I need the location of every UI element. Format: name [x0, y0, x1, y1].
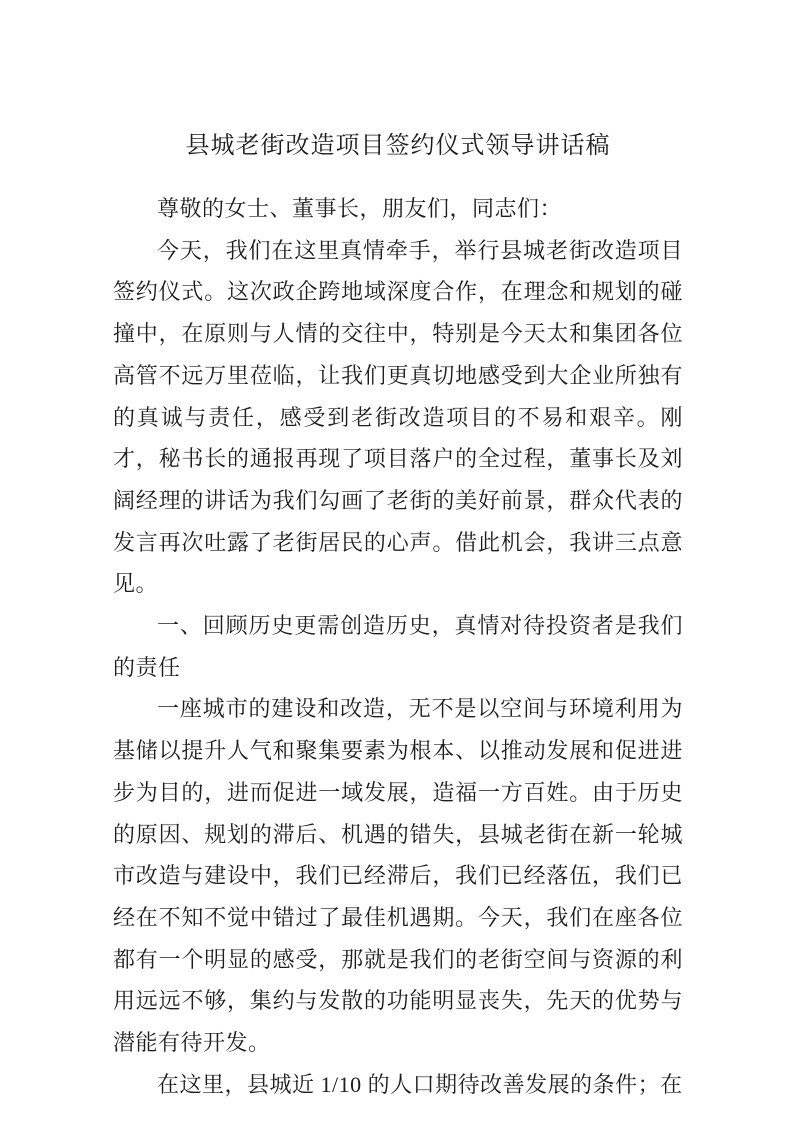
- document-body: [113, 188, 683, 1105]
- paragraph-section-1-continuation: 在这里，县城近 1/10 的人口期待改善发展的条件；在: [157, 1071, 683, 1097]
- paragraph-section-1-body: 一座城市的建设和改造，无不是以空间与环境利用为基储以提升人气和聚集要素为根本、以推动发展和促进进步为目的，进而促进一域发展，造福一方百姓。由于历史的原因、规划的滞后、机遇的错失，县城老街在新一轮城市改造与建设中，我们已经滞后，我们已经落伍，我们已经在不知不觉中错过了最佳机遇期。今天，我们在座各位都有一个明显的感受，那就是我们的老街空间与资源的利用远远不够，集约与发散的功能明显丧失，先天的优势与潜能有待开发。: [113, 696, 683, 1056]
- paragraph-section-heading-1: 一、回顾历史更需创造历史，真情对待投资者是我们的责任: [113, 613, 683, 680]
- paragraph-opening: 今天，我们在这里真情牵手，举行县城老街改造项目签约仪式。这次政企跨地域深度合作，在理念和规划的碰撞中，在原则与人情的交往中，特别是今天太和集团各位高管不远万里莅临，让我们更真切地感受到大企业所独有的真诚与责任，感受到老街改造项目的不易和艰辛。刚才，秘书长的通报再现了项目落户的全过程，董事长及刘阔经理的讲话为我们勾画了老街的美好前景，群众代表的发言再次吐露了老街居民的心声。借此机会，我讲三点意见。: [113, 237, 683, 597]
- paragraph-salutation: 尊敬的女士、董事长，朋友们，同志们：: [157, 196, 563, 221]
- document-title: 县城老街改造项目签约仪式领导讲话稿: [185, 133, 611, 159]
